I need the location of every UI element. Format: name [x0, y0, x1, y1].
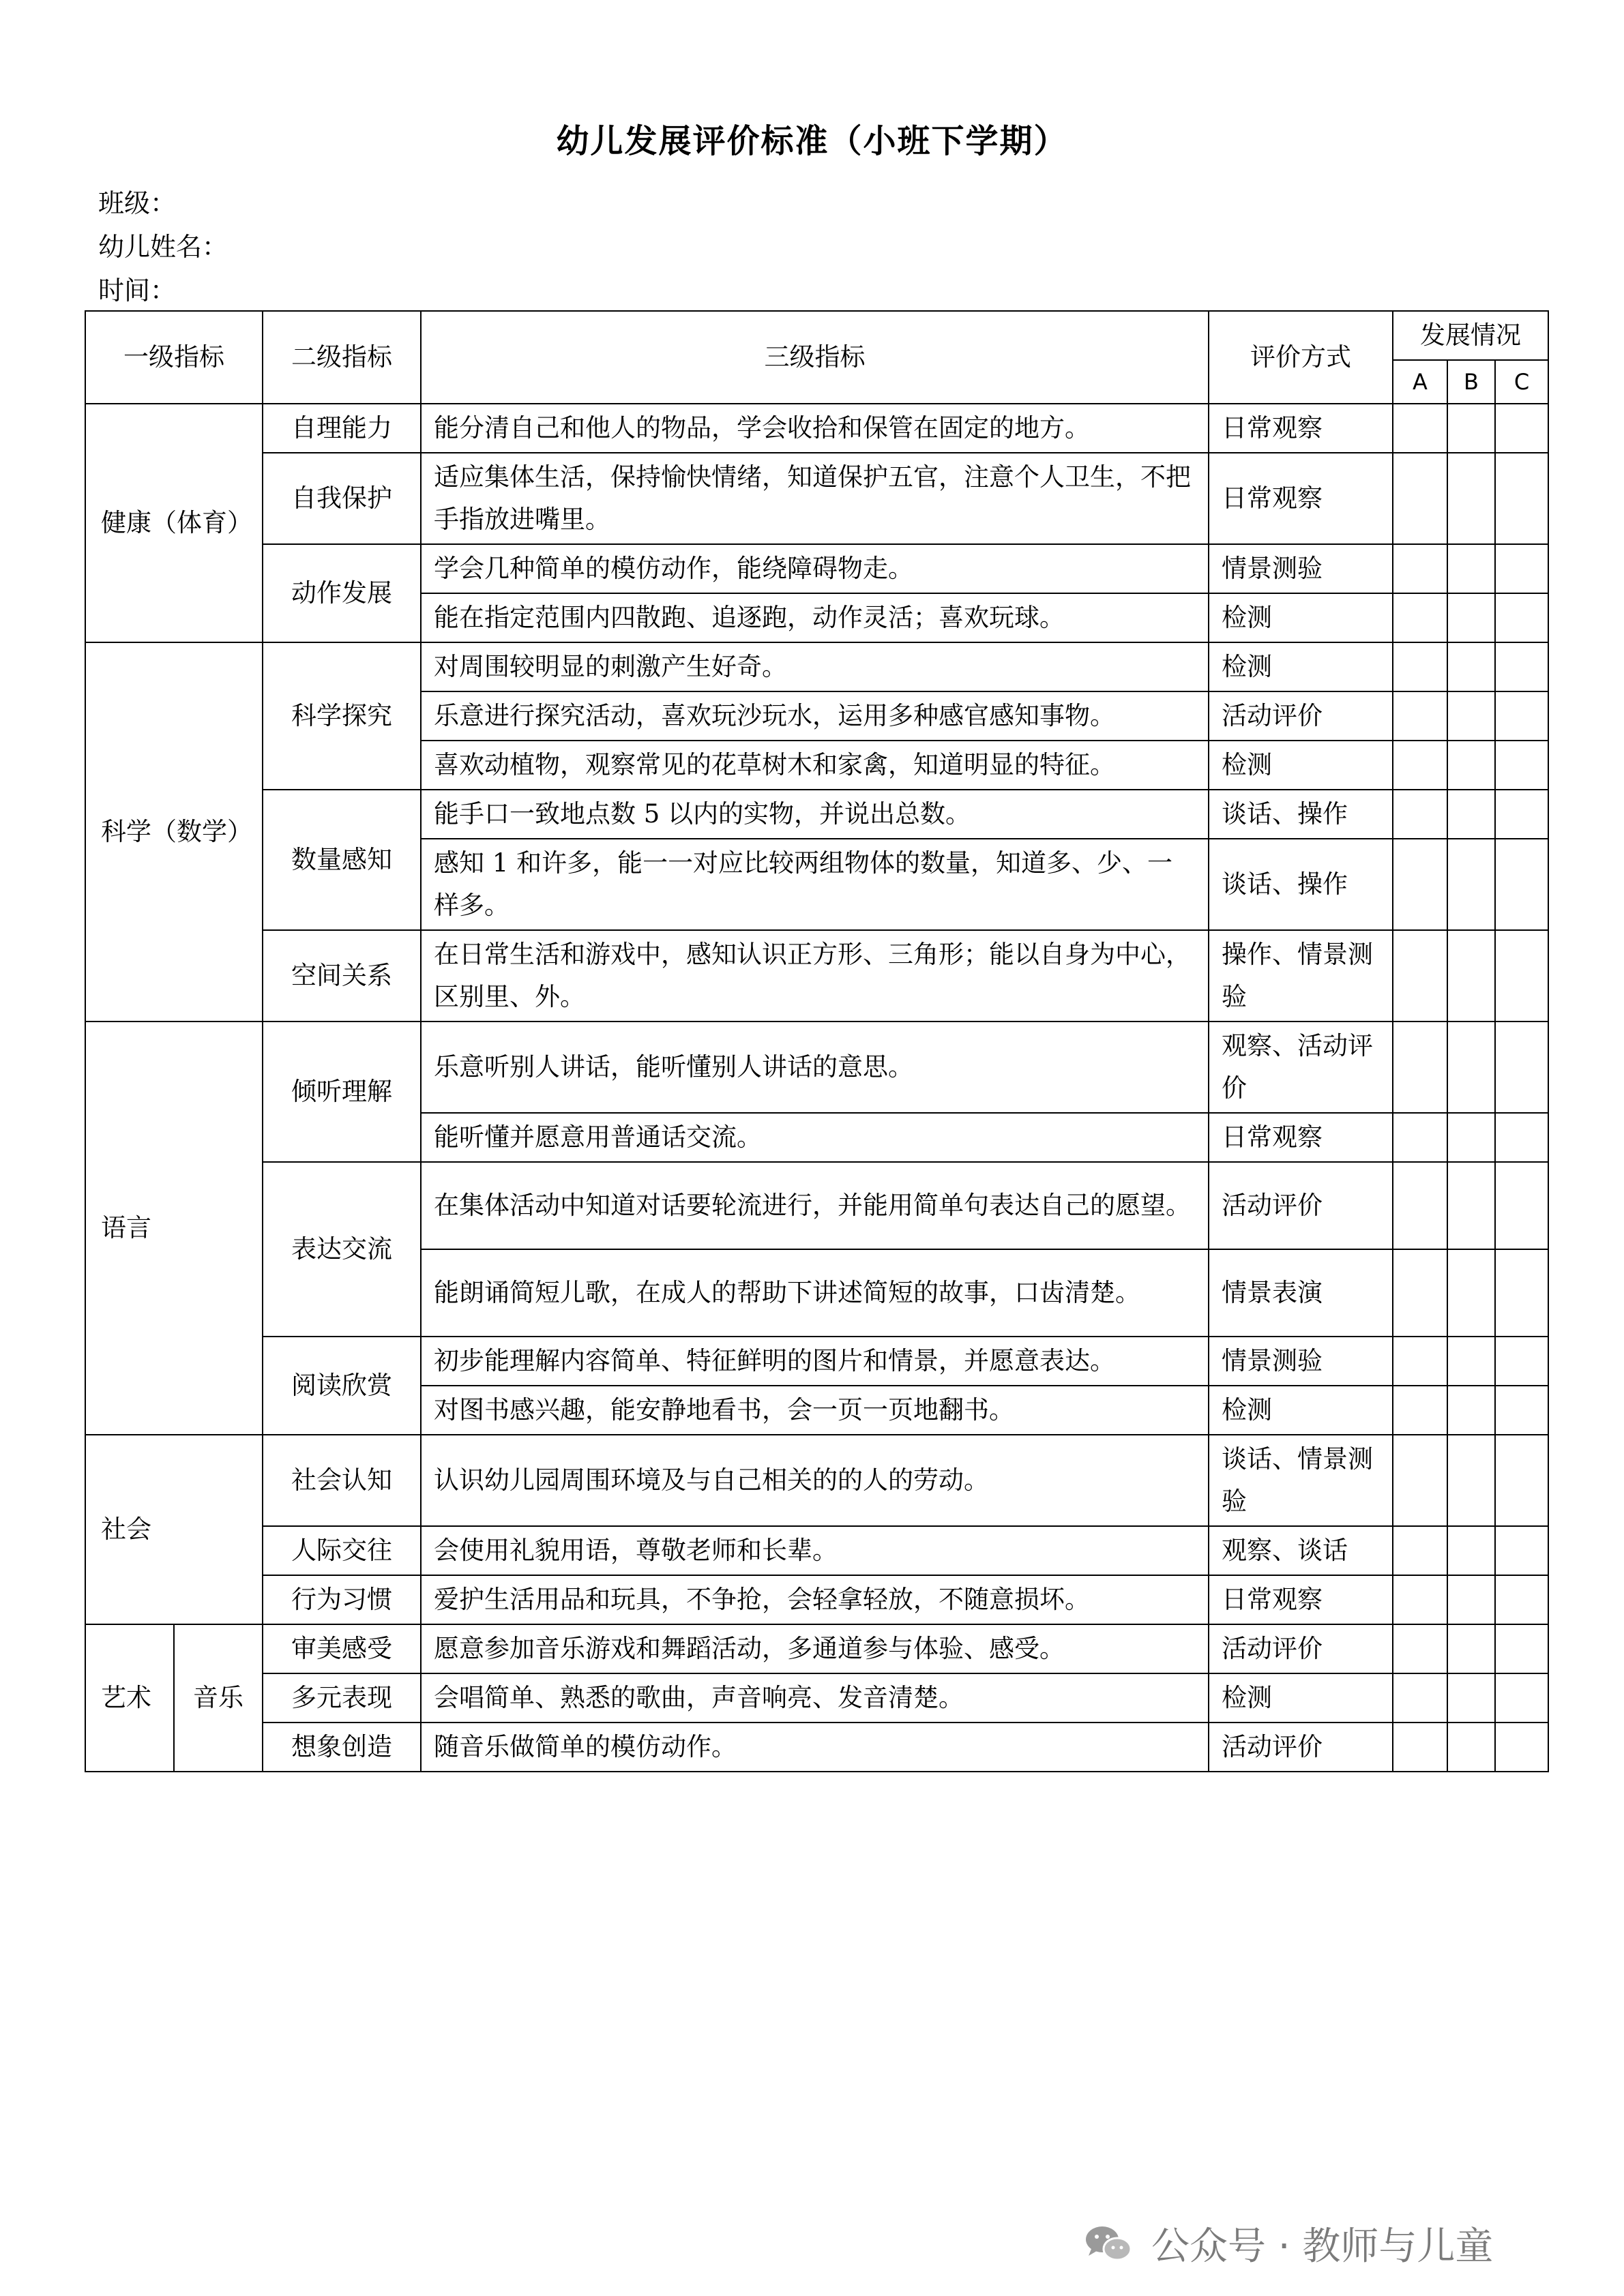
level1-cell: 艺术: [85, 1624, 174, 1772]
grade-b-cell[interactable]: [1447, 593, 1495, 642]
level3-cell: 乐意听别人讲话，能听懂别人讲话的意思。: [421, 1022, 1209, 1113]
grade-b-cell[interactable]: [1447, 1723, 1495, 1772]
grade-c-cell[interactable]: [1495, 1526, 1548, 1575]
level3-cell: 能分清自己和他人的物品，学会收拾和保管在固定的地方。: [421, 404, 1209, 453]
grade-b-header: B: [1447, 360, 1495, 404]
grade-c-cell[interactable]: [1495, 642, 1548, 691]
method-cell: 活动评价: [1209, 1162, 1393, 1249]
table-row: [85, 1526, 1548, 1575]
level1-cell: 健康（体育）: [85, 404, 263, 642]
level3-cell: 在日常生活和游戏中，感知认识正方形、三角形；能以自身为中心，区别里、外。: [421, 930, 1209, 1022]
table-row: [85, 790, 1548, 839]
table-row: [85, 1162, 1548, 1249]
grade-c-cell[interactable]: [1495, 404, 1548, 453]
method-cell: 情景测验: [1209, 1337, 1393, 1386]
grade-a-cell[interactable]: [1393, 1113, 1447, 1162]
level1-cell: 科学（数学）: [85, 642, 263, 1022]
level2-cell: 动作发展: [263, 544, 421, 642]
grade-c-header: C: [1495, 360, 1548, 404]
grade-b-cell[interactable]: [1447, 404, 1495, 453]
grade-c-cell[interactable]: [1495, 544, 1548, 593]
grade-a-cell[interactable]: [1393, 404, 1447, 453]
header-row-1: [85, 311, 1548, 360]
level2-cell: 自我保护: [263, 453, 421, 544]
watermark: [1083, 2216, 1493, 2271]
grade-a-cell[interactable]: [1393, 790, 1447, 839]
level3-cell: 对周围较明显的刺激产生好奇。: [421, 642, 1209, 691]
grade-a-cell[interactable]: [1393, 593, 1447, 642]
grade-b-cell[interactable]: [1447, 1162, 1495, 1249]
grade-b-cell[interactable]: [1447, 1435, 1495, 1526]
method-cell: 情景测验: [1209, 544, 1393, 593]
level2-cell: 阅读欣赏: [263, 1337, 421, 1435]
header-method: 评价方式: [1209, 311, 1393, 404]
grade-c-cell[interactable]: [1495, 790, 1548, 839]
grade-a-cell[interactable]: [1393, 453, 1447, 544]
grade-c-cell[interactable]: [1495, 1113, 1548, 1162]
grade-a-cell[interactable]: [1393, 1435, 1447, 1526]
level3-cell: 能手口一致地点数 5 以内的实物，并说出总数。: [421, 790, 1209, 839]
grade-b-cell[interactable]: [1447, 1337, 1495, 1386]
grade-c-cell[interactable]: [1495, 1673, 1548, 1723]
grade-c-cell[interactable]: [1495, 1022, 1548, 1113]
level3-cell: 感知 1 和许多，能一一对应比较两组物体的数量，知道多、少、一样多。: [421, 839, 1209, 930]
grade-c-cell[interactable]: [1495, 1624, 1548, 1673]
method-cell: 观察、活动评价: [1209, 1022, 1393, 1113]
grade-b-cell[interactable]: [1447, 642, 1495, 691]
table-row: [85, 544, 1548, 593]
level2-cell: 社会认知: [263, 1435, 421, 1526]
method-cell: 谈话、情景测验: [1209, 1435, 1393, 1526]
grade-a-cell[interactable]: [1393, 1386, 1447, 1435]
evaluation-table: [85, 310, 1549, 1772]
grade-a-cell[interactable]: [1393, 1575, 1447, 1624]
header-level3: 三级指标: [421, 311, 1209, 404]
grade-c-cell[interactable]: [1495, 1337, 1548, 1386]
watermark-text: 公众号 · 教师与儿童: [1151, 2224, 1494, 2269]
grade-c-cell[interactable]: [1495, 930, 1548, 1022]
grade-a-cell[interactable]: [1393, 741, 1447, 790]
level2-cell: 空间关系: [263, 930, 421, 1022]
grade-a-cell[interactable]: [1393, 642, 1447, 691]
grade-a-cell[interactable]: [1393, 930, 1447, 1022]
header-level2: 二级指标: [263, 311, 421, 404]
grade-c-cell[interactable]: [1495, 1386, 1548, 1435]
table-row: [85, 1337, 1548, 1386]
level3-cell: 乐意进行探究活动，喜欢玩沙玩水，运用多种感官感知事物。: [421, 691, 1209, 741]
level2-cell: 行为习惯: [263, 1575, 421, 1624]
level1-cell: 语言: [85, 1022, 263, 1435]
level1-cell: 社会: [85, 1435, 263, 1624]
grade-a-cell[interactable]: [1393, 691, 1447, 741]
grade-c-cell[interactable]: [1495, 691, 1548, 741]
page-title: 幼儿发展评价标准（小班下学期）: [556, 122, 1068, 160]
grade-b-cell[interactable]: [1447, 1526, 1495, 1575]
grade-a-cell[interactable]: [1393, 1162, 1447, 1249]
level3-cell: 能在指定范围内四散跑、追逐跑，动作灵活；喜欢玩球。: [421, 593, 1209, 642]
level2-cell: 数量感知: [263, 790, 421, 930]
grade-b-cell[interactable]: [1447, 1673, 1495, 1723]
method-cell: 日常观察: [1209, 404, 1393, 453]
table-row: [85, 1575, 1548, 1624]
method-cell: 操作、情景测验: [1209, 930, 1393, 1022]
grade-b-cell[interactable]: [1447, 544, 1495, 593]
level3-cell: 爱护生活用品和玩具，不争抢，会轻拿轻放，不随意损坏。: [421, 1575, 1209, 1624]
method-cell: 谈话、操作: [1209, 839, 1393, 930]
wechat-icon: [1083, 2223, 1134, 2264]
grade-c-cell[interactable]: [1495, 1435, 1548, 1526]
table-row: [85, 1624, 1548, 1673]
grade-b-cell[interactable]: [1447, 741, 1495, 790]
level3-cell: 在集体活动中知道对话要轮流进行，并能用简单句表达自己的愿望。: [421, 1162, 1209, 1249]
method-cell: 检测: [1209, 593, 1393, 642]
method-cell: 情景表演: [1209, 1249, 1393, 1337]
method-cell: 活动评价: [1209, 1624, 1393, 1673]
level3-cell: 喜欢动植物，观察常见的花草树木和家禽，知道明显的特征。: [421, 741, 1209, 790]
grade-c-cell[interactable]: [1495, 1575, 1548, 1624]
grade-c-cell[interactable]: [1495, 1249, 1548, 1337]
table-row: [85, 453, 1548, 544]
grade-c-cell[interactable]: [1495, 593, 1548, 642]
grade-b-cell[interactable]: [1447, 1249, 1495, 1337]
grade-b-cell[interactable]: [1447, 1113, 1495, 1162]
header-level1: 一级指标: [85, 311, 263, 404]
level3-cell: 能听懂并愿意用普通话交流。: [421, 1113, 1209, 1162]
grade-a-header: A: [1393, 360, 1447, 404]
level3-cell: 适应集体生活，保持愉快情绪，知道保护五官，注意个人卫生，不把手指放进嘴里。: [421, 453, 1209, 544]
method-cell: 日常观察: [1209, 453, 1393, 544]
level2-cell: 表达交流: [263, 1162, 421, 1337]
level3-cell: 初步能理解内容简单、特征鲜明的图片和情景，并愿意表达。: [421, 1337, 1209, 1386]
level2-cell: 多元表现: [263, 1673, 421, 1723]
grade-c-cell[interactable]: [1495, 741, 1548, 790]
level2-cell: 人际交往: [263, 1526, 421, 1575]
table-row: [85, 642, 1548, 691]
grade-a-cell[interactable]: [1393, 1526, 1447, 1575]
table-row: [85, 404, 1548, 453]
method-cell: 活动评价: [1209, 1723, 1393, 1772]
level3-cell: 会使用礼貌用语，尊敬老师和长辈。: [421, 1526, 1209, 1575]
grade-b-cell[interactable]: [1447, 839, 1495, 930]
method-cell: 观察、谈话: [1209, 1526, 1393, 1575]
grade-a-cell[interactable]: [1393, 1337, 1447, 1386]
grade-c-cell[interactable]: [1495, 839, 1548, 930]
grade-b-cell[interactable]: [1447, 1624, 1495, 1673]
method-cell: 谈话、操作: [1209, 790, 1393, 839]
level2-cell: 审美感受: [263, 1624, 421, 1673]
grade-c-cell[interactable]: [1495, 1162, 1548, 1249]
table-row: [85, 1723, 1548, 1772]
level3-cell: 对图书感兴趣，能安静地看书，会一页一页地翻书。: [421, 1386, 1209, 1435]
time-label: 时间：: [98, 275, 177, 305]
child-name-label: 幼儿姓名：: [98, 232, 228, 262]
table-row: [85, 1435, 1548, 1526]
grade-b-cell[interactable]: [1447, 790, 1495, 839]
grade-c-cell[interactable]: [1495, 1723, 1548, 1772]
level3-cell: 会唱简单、熟悉的歌曲，声音响亮、发音清楚。: [421, 1673, 1209, 1723]
method-cell: 日常观察: [1209, 1575, 1393, 1624]
grade-a-cell[interactable]: [1393, 544, 1447, 593]
table-row: [85, 930, 1548, 1022]
level3-cell: 能朗诵简短儿歌，在成人的帮助下讲述简短的故事，口齿清楚。: [421, 1249, 1209, 1337]
grade-b-cell[interactable]: [1447, 453, 1495, 544]
method-cell: 检测: [1209, 741, 1393, 790]
grade-b-cell[interactable]: [1447, 1575, 1495, 1624]
level3-cell: 认识幼儿园周围环境及与自己相关的的人的劳动。: [421, 1435, 1209, 1526]
method-cell: 检测: [1209, 1386, 1393, 1435]
class-label: 班级：: [98, 188, 177, 218]
method-cell: 检测: [1209, 1673, 1393, 1723]
table-row: [85, 1022, 1548, 1113]
grade-a-cell[interactable]: [1393, 1624, 1447, 1673]
level2-cell: 自理能力: [263, 404, 421, 453]
method-cell: 日常观察: [1209, 1113, 1393, 1162]
level3-cell: 随音乐做简单的模仿动作。: [421, 1723, 1209, 1772]
method-cell: 活动评价: [1209, 691, 1393, 741]
grade-a-cell[interactable]: [1393, 1723, 1447, 1772]
level2-cell: 科学探究: [263, 642, 421, 790]
header-development: 发展情况: [1393, 311, 1548, 360]
grade-a-cell[interactable]: [1393, 1673, 1447, 1723]
table-row: [85, 1673, 1548, 1723]
method-cell: 检测: [1209, 642, 1393, 691]
level1-sub-cell: 音乐: [174, 1624, 263, 1772]
grade-b-cell[interactable]: [1447, 1386, 1495, 1435]
level3-cell: 愿意参加音乐游戏和舞蹈活动，多通道参与体验、感受。: [421, 1624, 1209, 1673]
grade-b-cell[interactable]: [1447, 1022, 1495, 1113]
level2-cell: 想象创造: [263, 1723, 421, 1772]
grade-a-cell[interactable]: [1393, 1022, 1447, 1113]
grade-c-cell[interactable]: [1495, 453, 1548, 544]
grade-a-cell[interactable]: [1393, 839, 1447, 930]
grade-a-cell[interactable]: [1393, 1249, 1447, 1337]
level3-cell: 学会几种简单的模仿动作，能绕障碍物走。: [421, 544, 1209, 593]
grade-b-cell[interactable]: [1447, 691, 1495, 741]
level2-cell: 倾听理解: [263, 1022, 421, 1162]
grade-b-cell[interactable]: [1447, 930, 1495, 1022]
